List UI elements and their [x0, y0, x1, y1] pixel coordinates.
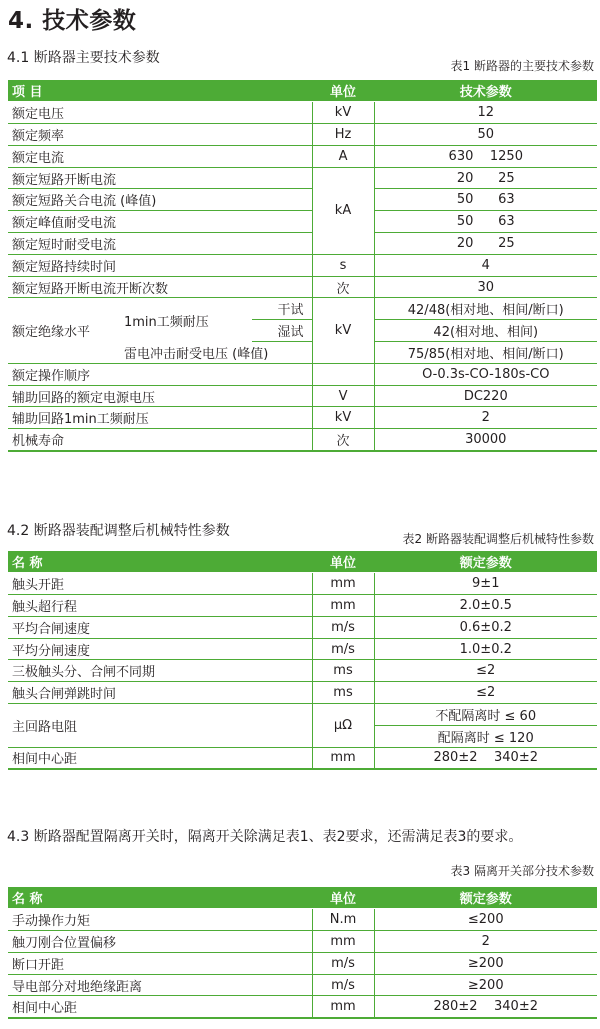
- param-name: 触头开距: [8, 573, 312, 595]
- table-row: [8, 407, 597, 429]
- param-name: 触头合闸弹跳时间: [8, 682, 312, 704]
- param-value: O-0.3s-CO-180s-CO: [374, 363, 597, 385]
- param-unit: s: [312, 254, 374, 276]
- param-value: 2: [374, 931, 597, 953]
- param-unit-resistance: μΩ: [312, 704, 374, 748]
- param-value: 2.0±0.5: [374, 595, 597, 617]
- section-title-4-1: 4.1 断路器主要技术参数: [7, 50, 160, 66]
- param-name: 相间中心距: [8, 747, 312, 769]
- param-name: 额定短路开断电流开断次数: [8, 276, 312, 298]
- table-row: [8, 616, 597, 638]
- param-unit: mm: [312, 931, 374, 953]
- param-unit: m/s: [312, 616, 374, 638]
- table-row: [8, 974, 597, 996]
- param-unit: mm: [312, 747, 374, 769]
- table-row: [8, 747, 597, 769]
- param-value: 630 1250: [374, 145, 597, 167]
- table-caption-3: 表3 隔离开关部分技术参数: [450, 864, 594, 878]
- table-row-insulation-dry: [8, 298, 597, 320]
- param-name: 平均合闸速度: [8, 616, 312, 638]
- param-value: 不配隔离时 ≤ 60: [374, 704, 597, 726]
- param-name: 导电部分对地绝缘距离: [8, 974, 312, 996]
- table-3-isolator-params: [8, 887, 597, 1019]
- table-header-row: [8, 80, 597, 102]
- param-value: ≥200: [374, 952, 597, 974]
- param-value: 1.0±0.2: [374, 638, 597, 660]
- param-value: 42/48(相对地、相间/断口): [374, 298, 597, 320]
- param-name-resistance: 主回路电阻: [8, 704, 312, 748]
- table-row: [8, 638, 597, 660]
- param-name: 机械寿命: [8, 429, 312, 451]
- table-row: [8, 996, 597, 1018]
- param-unit: mm: [312, 996, 374, 1018]
- param-unit: 次: [312, 276, 374, 298]
- header-name: 名 称: [8, 551, 312, 573]
- param-value: 30: [374, 276, 597, 298]
- section-title-4-3: 4.3 断路器配置隔离开关时，隔离开关除满足表1、表2要求，还需满足表3的要求。: [7, 829, 523, 845]
- param-unit: Hz: [312, 124, 374, 146]
- param-name: 触头超行程: [8, 595, 312, 617]
- table-row: [8, 429, 597, 451]
- param-name-insulation: 额定绝缘水平: [8, 298, 120, 363]
- param-name: 三极触头分、合闸不同期: [8, 660, 312, 682]
- param-unit: m/s: [312, 952, 374, 974]
- param-value: 280±2 340±2: [374, 996, 597, 1018]
- table-row: [8, 385, 597, 407]
- param-name: 额定短路关合电流 (峰值): [8, 189, 312, 211]
- param-unit: mm: [312, 573, 374, 595]
- param-name: 手动操作力矩: [8, 909, 312, 931]
- param-value: 12: [374, 102, 597, 124]
- param-value: 30000: [374, 429, 597, 451]
- table-2-mechanical-params: [8, 551, 597, 770]
- param-value: 50: [374, 124, 597, 146]
- table-row: [8, 909, 597, 931]
- header-item: 项 目: [8, 80, 312, 102]
- table-row: [8, 363, 597, 385]
- table-row: [8, 102, 597, 124]
- param-name: 断口开距: [8, 952, 312, 974]
- param-name: 辅助回路的额定电源电压: [8, 385, 312, 407]
- param-sub-wet: 湿试: [252, 320, 312, 342]
- param-value: 4: [374, 254, 597, 276]
- page-heading: 4. 技术参数: [8, 8, 137, 34]
- table-row: [8, 595, 597, 617]
- table-1-main-params: [8, 80, 597, 452]
- section-title-4-2: 4.2 断路器装配调整后机械特性参数: [7, 523, 230, 539]
- table-row: [8, 167, 597, 189]
- table-row: [8, 233, 597, 255]
- param-value: 42(相对地、相间): [374, 320, 597, 342]
- param-value: ≤200: [374, 909, 597, 931]
- param-value: 配隔离时 ≤ 120: [374, 725, 597, 747]
- table-caption-2: 表2 断路器装配调整后机械特性参数: [402, 532, 594, 546]
- param-value: 2: [374, 407, 597, 429]
- param-unit: m/s: [312, 638, 374, 660]
- table-header-row: [8, 887, 597, 909]
- param-name: 辅助回路1min工频耐压: [8, 407, 312, 429]
- param-value: 20 25: [374, 233, 597, 255]
- param-name: 额定短路开断电流: [8, 167, 312, 189]
- param-name: 相间中心距: [8, 996, 312, 1018]
- param-name: 触刀刚合位置偏移: [8, 931, 312, 953]
- param-unit: ms: [312, 682, 374, 704]
- table-row: [8, 254, 597, 276]
- param-subname-power-freq: 1min工频耐压: [124, 314, 209, 330]
- param-unit: ms: [312, 660, 374, 682]
- table-row: [8, 682, 597, 704]
- param-value: ≤2: [374, 660, 597, 682]
- table-row: [8, 211, 597, 233]
- param-value: 75/85(相对地、相间/断口): [374, 342, 597, 364]
- param-name: 额定操作顺序: [8, 363, 312, 385]
- param-unit: m/s: [312, 974, 374, 996]
- param-value: 0.6±0.2: [374, 616, 597, 638]
- param-value: 20 25: [374, 167, 597, 189]
- table-row-resistance-1: [8, 704, 597, 726]
- param-unit: A: [312, 145, 374, 167]
- param-unit-insulation: kV: [312, 298, 374, 363]
- param-name: 额定电压: [8, 102, 312, 124]
- param-unit: kV: [312, 102, 374, 124]
- header-name: 名 称: [8, 887, 312, 909]
- header-value: 技术参数: [374, 80, 597, 102]
- param-value: 9±1: [374, 573, 597, 595]
- param-unit: mm: [312, 595, 374, 617]
- param-name: 额定短时耐受电流: [8, 233, 312, 255]
- table-row: [8, 573, 597, 595]
- table-caption-1: 表1 断路器的主要技术参数: [450, 59, 594, 73]
- table-row: [8, 276, 597, 298]
- param-unit: [312, 363, 374, 385]
- header-value: 额定参数: [374, 887, 597, 909]
- table-row: [8, 145, 597, 167]
- table-header-row: [8, 551, 597, 573]
- header-unit: 单位: [312, 887, 374, 909]
- param-value: ≥200: [374, 974, 597, 996]
- param-value: 50 63: [374, 189, 597, 211]
- param-unit-merged: kA: [312, 167, 374, 254]
- param-value: DC220: [374, 385, 597, 407]
- param-unit: kV: [312, 407, 374, 429]
- table-row: [8, 660, 597, 682]
- param-subname-impulse: 雷电冲击耐受电压 (峰值): [120, 342, 312, 364]
- param-name: 额定短路持续时间: [8, 254, 312, 276]
- table-row: [8, 124, 597, 146]
- param-name: 平均分闸速度: [8, 638, 312, 660]
- header-value: 额定参数: [374, 551, 597, 573]
- table-row: [8, 952, 597, 974]
- table-row: [8, 931, 597, 953]
- param-unit: N.m: [312, 909, 374, 931]
- param-value: ≤2: [374, 682, 597, 704]
- param-value: 50 63: [374, 211, 597, 233]
- param-unit: V: [312, 385, 374, 407]
- param-sub-dry: 干试: [252, 298, 312, 320]
- param-unit: 次: [312, 429, 374, 451]
- param-value: 280±2 340±2: [374, 747, 597, 769]
- table-row: [8, 189, 597, 211]
- param-name: 额定电流: [8, 145, 312, 167]
- param-name: 额定峰值耐受电流: [8, 211, 312, 233]
- param-name: 额定频率: [8, 124, 312, 146]
- header-unit: 单位: [312, 551, 374, 573]
- header-unit: 单位: [312, 80, 374, 102]
